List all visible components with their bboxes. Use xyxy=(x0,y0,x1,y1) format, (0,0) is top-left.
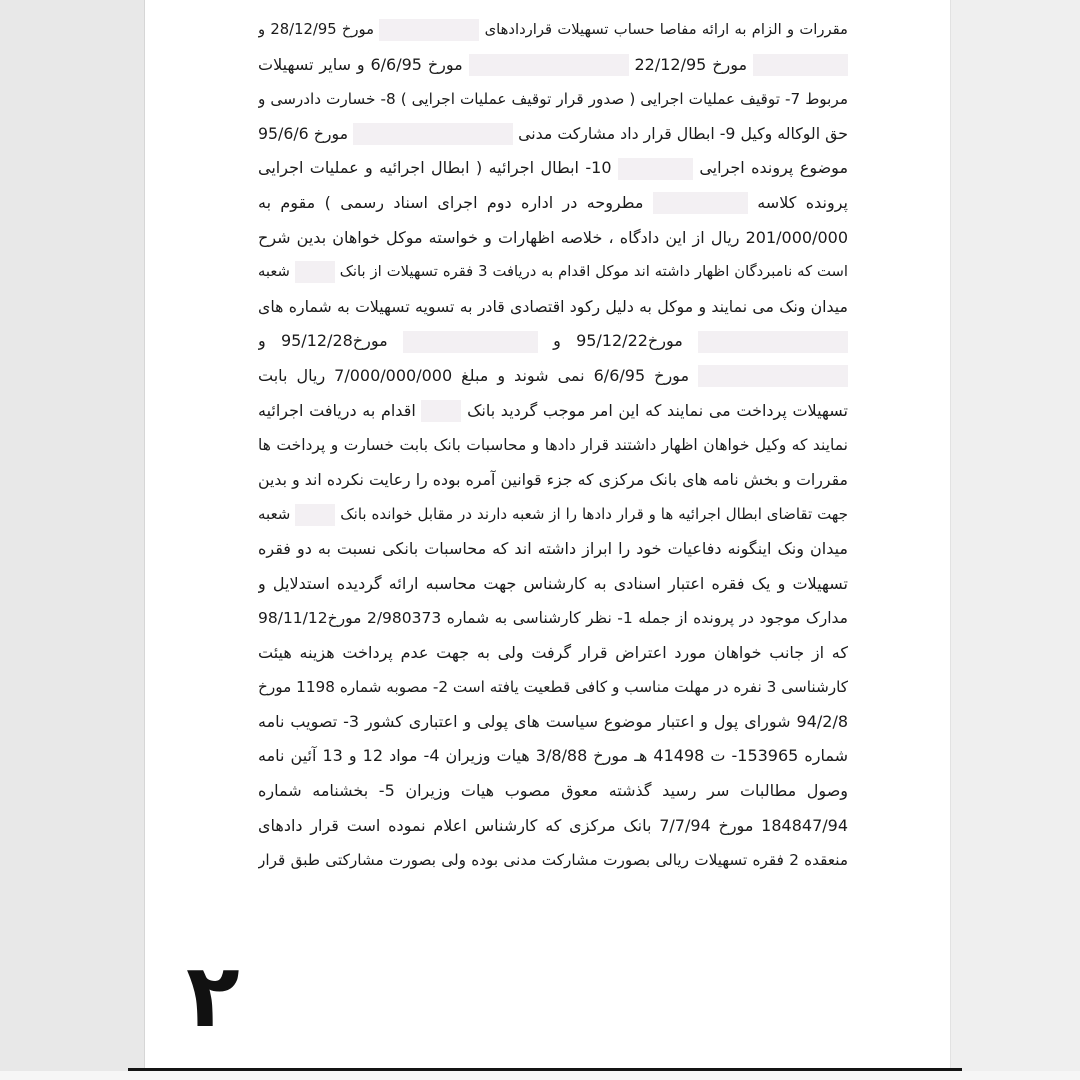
text-line xyxy=(258,809,848,844)
text-segment: اقدام به دریافت اجرائیه xyxy=(258,400,416,420)
text-segment: است که نامبردگان اظهار داشته اند موکل اقدام به دریافت 3 فقره تسهیلات از بانک xyxy=(339,263,848,281)
text-segment: که از جانب خواهان مورد اعتراض قرار گرفت ولی به جهت عدم پرداخت هزینه هیئت xyxy=(258,642,848,662)
text-segment: شعبه xyxy=(258,505,291,524)
text-segment: میدان ونک اینگونه دفاعیات خود را ابراز داشته اند که محاسبات بانکی نسبت به دو فقره xyxy=(258,538,848,558)
text-segment: جهت تقاضای ابطال اجرائیه ها و قرار دادها را از شعبه دارند در مقابل خوانده بانک xyxy=(340,505,848,524)
text-segment: کارشناسی 3 نفره در مهلت مناسب و کافی قطعیت یافته است 2- مصوبه شماره 1198 مورخ xyxy=(258,678,848,697)
text-segment: مطروحه در اداره دوم اجرای اسناد رسمی ) مقوم به xyxy=(258,192,644,212)
text-segment: وصول مطالبات سر رسید گذشته معوق مصوب هیات وزیران 5- بخشنامه شماره xyxy=(258,781,848,801)
redaction-box xyxy=(403,331,538,353)
text-segment: تسهیلات و یک فقره اعتبار اسنادی به کارشناس جهت محاسبه ارائه گردیده استدلایل و xyxy=(258,573,848,593)
text-segment: مربوط 7- توقیف عملیات اجرایی ( صدور قرار توقیف عملیات اجرایی ) 8- خسارت دادرسی و xyxy=(258,90,848,109)
text-line xyxy=(258,497,848,532)
text-segment: 94/2/8 شورای پول و اعتبار موضوع سیاست های پولی و اعتباری کشور 3- تصویب نامه xyxy=(258,711,848,731)
redaction-box xyxy=(421,400,461,422)
text-line xyxy=(258,221,848,256)
text-line xyxy=(258,532,848,567)
text-segment: مورخ 22/12/95 xyxy=(634,54,748,74)
text-line xyxy=(258,567,848,602)
text-segment: مقررات و بخش نامه های بانک مرکزی که جزء قوانین آمره بوده را رعایت نکرده اند و بدین xyxy=(258,469,848,489)
text-segment: مورخ 95/6/6 xyxy=(258,123,349,143)
text-segment: مورخ95/12/28 و xyxy=(258,331,388,351)
text-segment: مورخ 6/6/95 نمی شوند و مبلغ 7/000/000/000 ریال بابت xyxy=(258,365,690,385)
text-segment: مورخ95/12/22 و xyxy=(553,331,683,351)
page-number: ۲ xyxy=(186,944,240,1047)
redaction-box xyxy=(295,261,335,283)
text-line xyxy=(258,186,848,221)
text-line xyxy=(258,82,848,117)
text-line xyxy=(258,843,848,878)
text-line xyxy=(258,428,848,463)
redaction-box xyxy=(353,123,513,145)
redaction-box xyxy=(753,54,848,76)
text-segment: مورخ 6/6/95 و سایر تسهیلات xyxy=(258,54,463,74)
text-line xyxy=(258,463,848,498)
text-line xyxy=(258,359,848,394)
text-line xyxy=(258,117,848,152)
redaction-box xyxy=(698,331,848,353)
redaction-box xyxy=(379,19,479,41)
text-segment: پرونده کلاسه xyxy=(757,192,848,212)
bottom-rule xyxy=(128,1068,962,1071)
text-segment: منعقده 2 فقره تسهیلات ریالی بصورت مشارکت مدنی بوده ولی بصورت مشارکتی طبق قرار xyxy=(258,851,848,870)
text-segment: 184847/94 مورخ 7/7/94 بانک مرکزی که کارشناس اعلام نموده است قرار دادهای xyxy=(258,815,848,835)
text-line xyxy=(258,255,848,290)
text-line xyxy=(258,601,848,636)
redaction-box xyxy=(469,54,629,76)
text-line xyxy=(258,48,848,83)
text-segment: شعبه xyxy=(258,263,290,281)
text-line xyxy=(258,394,848,429)
text-segment: حق الوکاله وکیل 9- ابطال قرار داد مشارکت مدنی xyxy=(518,123,848,143)
scanner-background-right xyxy=(950,0,1080,1080)
redaction-box xyxy=(618,158,693,180)
text-line xyxy=(258,636,848,671)
text-segment: نمایند که وکیل خواهان اظهار داشتند قرار دادها و محاسبات بانک بابت خسارت و پرداخت ها xyxy=(258,436,848,455)
document-body xyxy=(258,13,848,878)
text-line xyxy=(258,705,848,740)
redaction-box xyxy=(653,192,748,214)
redaction-box xyxy=(295,504,335,526)
text-line xyxy=(258,774,848,809)
text-line xyxy=(258,151,848,186)
text-segment: 201/000/000 ریال از این دادگاه ، خلاصه اظهارات و خواسته موکل خواهان بدین شرح xyxy=(258,227,848,247)
scanner-background-bottom xyxy=(0,1071,1080,1080)
text-line xyxy=(258,13,848,48)
text-segment: موضوع پرونده اجرایی xyxy=(699,158,848,178)
text-line xyxy=(258,290,848,325)
text-line xyxy=(258,739,848,774)
text-segment: شماره 153965- ت 41498 هـ مورخ 3/8/88 هیات وزیران 4- مواد 12 و 13 آئین نامه xyxy=(258,746,848,766)
redaction-box xyxy=(698,365,848,387)
text-segment: مقررات و الزام به ارائه مفاصا حساب تسهیلات قراردادهای xyxy=(484,21,848,38)
text-segment: مدارک موجود در پرونده از جمله 1- نظر کارشناسی به شماره 2/980373 مورخ98/11/12 xyxy=(258,609,848,628)
text-line xyxy=(258,670,848,705)
text-segment: مورخ 28/12/95 و xyxy=(258,21,375,38)
text-segment: تسهیلات پرداخت می نمایند که این امر موجب گردید بانک xyxy=(467,400,848,420)
text-segment: میدان ونک می نمایند و موکل به دلیل رکود اقتصادی قادر به تسویه تسهیلات به شماره های xyxy=(258,296,848,316)
text-segment: 10- ابطال اجرائیه ( ابطال اجرائیه و عملیات اجرایی xyxy=(258,158,612,178)
text-line xyxy=(258,324,848,359)
